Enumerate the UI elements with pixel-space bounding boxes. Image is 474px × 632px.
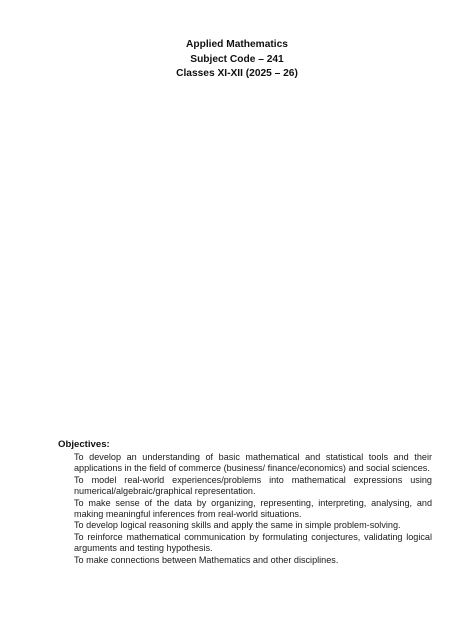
classes-label: Classes XI-XII (2025 – 26) xyxy=(176,68,298,79)
objective-item: To make connections between Mathematics and other disciplines. xyxy=(74,554,339,565)
objective-item: To model real-world experiences/problems into mathematical expressions using numerical/algebraic/graphical representation. xyxy=(74,474,432,497)
objectives-list xyxy=(58,452,432,566)
subject-code: Subject Code – 241 xyxy=(190,53,284,65)
objective-item: To develop an understanding of basic mathematical and statistical tools and their applications in the field of commerce (business/ finance/economics) and social sciences. xyxy=(74,452,432,474)
objective-item: To develop logical reasoning skills and apply the same in simple problem-solving. xyxy=(74,520,401,531)
document-title: Applied Mathematics xyxy=(186,39,288,50)
objectives-heading: Objectives: xyxy=(58,439,110,450)
objective-item: To reinforce mathematical communication by formulating conjectures, validating logical arguments and testing hypothesis. xyxy=(74,531,432,554)
objective-item: To make sense of the data by organizing, representing, interpreting, analysing, and making meaningful inferences from real-world situations. xyxy=(74,497,432,520)
document-header xyxy=(0,38,474,82)
objectives-section xyxy=(58,439,432,566)
